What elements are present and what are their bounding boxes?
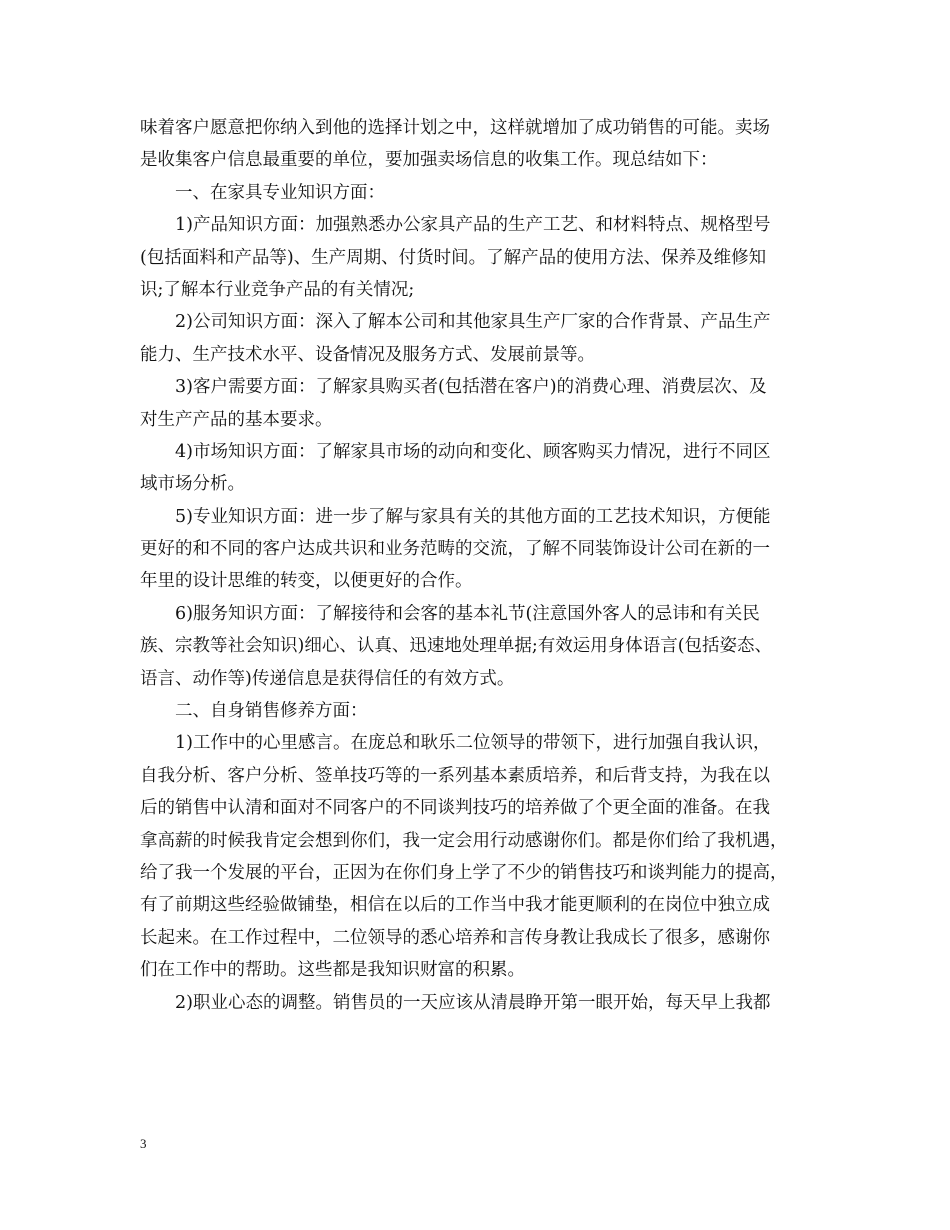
page-number: 3 <box>140 1136 147 1151</box>
text-line: 族、宗教等社会知识)细心、认真、迅速地处理单据;有效运用身体语言(包括姿态、 <box>140 636 773 657</box>
text-line: 更好的和不同的客户达成共识和业务范畴的交流，了解不同装饰设计公司在新的一 <box>140 539 770 560</box>
text-line: 域市场分析。 <box>140 474 245 495</box>
text-line: 2)职业心态的调整。销售员的一天应该从清晨睁开第一眼开始，每天早上我都 <box>175 992 771 1013</box>
text-line: 有了前期这些经验做铺垫，相信在以后的工作当中我才能更顺利的在岗位中独立成 <box>140 895 770 916</box>
text-line: 自我分析、客户分析、签单技巧等的一系列基本素质培养，和后背支持，为我在以 <box>140 765 770 786</box>
text-line: 年里的设计思维的转变，以便更好的合作。 <box>140 571 473 592</box>
text-line: 给了我一个发展的平台，正因为在你们身上学了不少的销售技巧和谈判能力的提高， <box>140 862 788 883</box>
text-line: 是收集客户信息最重要的单位，要加强卖场信息的收集工作。现总结如下： <box>140 150 718 171</box>
text-line: (包括面料和产品等)、生产周期、付货时间。了解产品的使用方法、保养及维修知 <box>140 247 767 268</box>
body-text <box>140 112 820 1019</box>
section-heading: 一、在家具专业知识方面： <box>175 182 385 203</box>
text-line: 们在工作中的帮助。这些都是我知识财富的积累。 <box>140 960 525 981</box>
text-line: 味着客户愿意把你纳入到他的选择计划之中，这样就增加了成功销售的可能。卖场 <box>140 118 770 138</box>
text-line: 后的销售中认清和面对不同客户的不同谈判技巧的培养做了个更全面的准备。在我 <box>140 798 770 819</box>
text-line: 长起来。在工作过程中，二位领导的悉心培养和言传身教让我成长了很多，感谢你 <box>140 927 770 948</box>
text-line: 3)客户需要方面：了解家具购买者(包括潜在客户)的消费心理、消费层次、及 <box>175 377 767 398</box>
text-line: 1)工作中的心里感言。在庞总和耿乐二位领导的带领下，进行加强自我认识， <box>175 733 771 754</box>
text-line: 4)市场知识方面：了解家具市场的动向和变化、顾客购买力情况，进行不同区 <box>175 441 771 462</box>
text-line: 5)专业知识方面：进一步了解与家具有关的其他方面的工艺技术知识，方便能 <box>175 506 771 527</box>
text-line: 能力、生产技术水平、设备情况及服务方式、发展前景等。 <box>140 344 595 365</box>
text-line: 2)公司知识方面：深入了解本公司和其他家具生产厂家的合作背景、产品生产 <box>175 312 771 333</box>
text-line: 识;了解本行业竞争产品的有关情况; <box>140 279 415 300</box>
section-heading: 二、自身销售修养方面： <box>175 701 368 722</box>
text-line: 语言、动作等)传递信息是获得信任的有效方式。 <box>140 668 515 689</box>
text-line: 6)服务知识方面：了解接待和会客的基本礼节(注意国外客人的忌讳和有关民 <box>175 603 760 624</box>
text-line: 拿高薪的时候我肯定会想到你们，我一定会用行动感谢你们。都是你们给了我机遇， <box>140 830 788 851</box>
text-line: 1)产品知识方面：加强熟悉办公家具产品的生产工艺、和材料特点、规格型号 <box>175 215 771 236</box>
text-line: 对生产产品的基本要求。 <box>140 409 333 430</box>
